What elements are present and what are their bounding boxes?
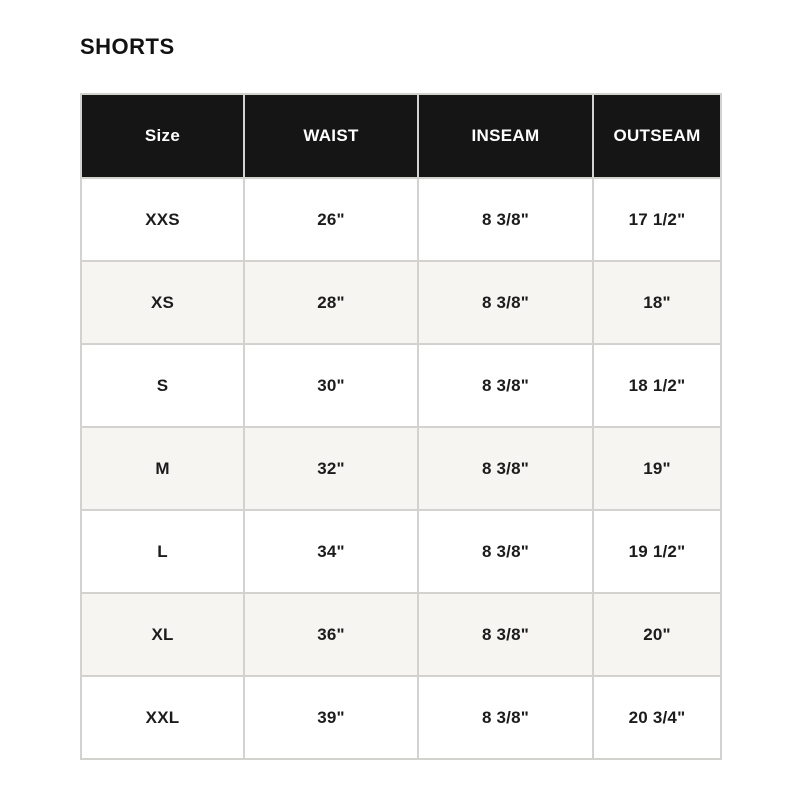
table-row-l (81, 510, 721, 593)
table-row-m (81, 427, 721, 510)
column-header-inseam: INSEAM (418, 94, 593, 178)
table-row-xxl (81, 676, 721, 759)
cell-outseam: 18" (593, 261, 721, 344)
cell-size: XXL (81, 676, 244, 759)
cell-inseam: 8 3/8" (418, 261, 593, 344)
cell-inseam: 8 3/8" (418, 510, 593, 593)
column-header-waist: WAIST (244, 94, 418, 178)
cell-inseam: 8 3/8" (418, 593, 593, 676)
header-row (81, 94, 721, 178)
size-chart-table (80, 93, 722, 760)
cell-outseam: 19" (593, 427, 721, 510)
cell-inseam: 8 3/8" (418, 676, 593, 759)
cell-size: XXS (81, 178, 244, 261)
table-row-s (81, 344, 721, 427)
table-row-xxs (81, 178, 721, 261)
cell-size: L (81, 510, 244, 593)
cell-inseam: 8 3/8" (418, 178, 593, 261)
cell-waist: 39" (244, 676, 418, 759)
cell-size: M (81, 427, 244, 510)
cell-inseam: 8 3/8" (418, 427, 593, 510)
column-header-outseam: OUTSEAM (593, 94, 721, 178)
table-row-xl (81, 593, 721, 676)
cell-outseam: 20 3/4" (593, 676, 721, 759)
cell-outseam: 18 1/2" (593, 344, 721, 427)
cell-size: S (81, 344, 244, 427)
cell-outseam: 19 1/2" (593, 510, 721, 593)
cell-waist: 34" (244, 510, 418, 593)
column-header-size: Size (81, 94, 244, 178)
cell-size: XS (81, 261, 244, 344)
page-title: SHORTS (80, 34, 175, 59)
cell-waist: 30" (244, 344, 418, 427)
cell-inseam: 8 3/8" (418, 344, 593, 427)
cell-waist: 36" (244, 593, 418, 676)
cell-waist: 32" (244, 427, 418, 510)
cell-size: XL (81, 593, 244, 676)
table-row-xs (81, 261, 721, 344)
cell-outseam: 20" (593, 593, 721, 676)
cell-outseam: 17 1/2" (593, 178, 721, 261)
cell-waist: 28" (244, 261, 418, 344)
cell-waist: 26" (244, 178, 418, 261)
